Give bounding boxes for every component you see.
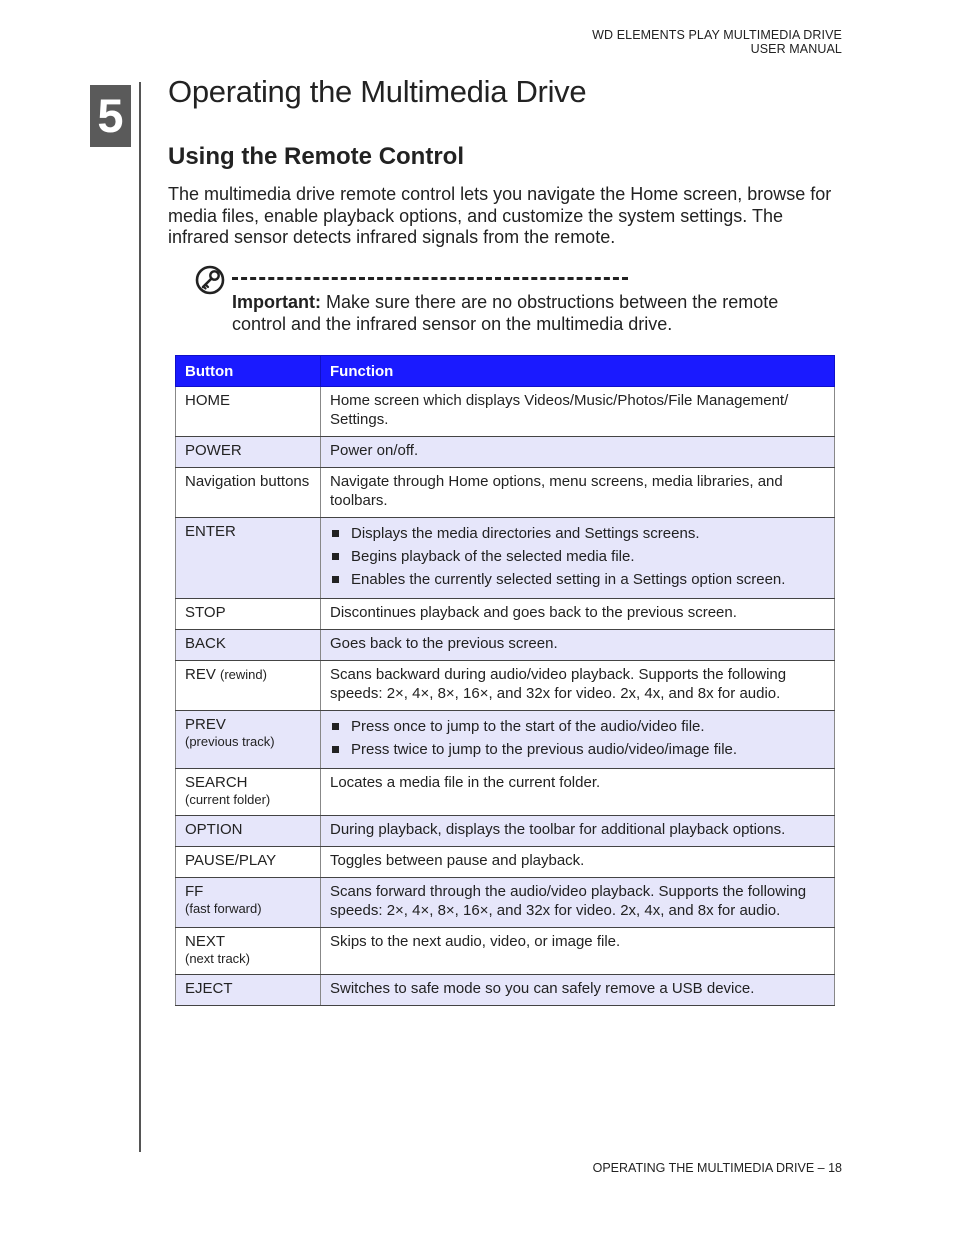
function-cell — [321, 847, 835, 878]
button-name: REV — [185, 666, 216, 683]
button-name: PREV — [185, 716, 226, 733]
button-cell — [176, 599, 321, 630]
function-bullet: Enables the currently selected setting in a Settings option screen. — [330, 568, 825, 591]
function-text: Scans backward during audio/video playback. Supports the following speeds: 2×, 4×, 8×, 16×, and 32x for video. 2x, 4x, and 8x for audio. — [330, 666, 787, 702]
intro-paragraph: The multimedia drive remote control lets you navigate the Home screen, browse for media files, enable playback options, and customize the system settings. The infrared sensor detects infrared signals from the remote. — [168, 184, 832, 247]
function-text: Locates a media file in the current folder. — [330, 774, 601, 791]
button-cell — [176, 928, 321, 975]
important-label: Important: — [232, 292, 321, 312]
table-row — [176, 878, 835, 928]
button-cell — [176, 711, 321, 769]
button-cell — [176, 468, 321, 518]
function-cell — [321, 630, 835, 661]
button-name: POWER — [185, 442, 242, 459]
button-name: HOME — [185, 392, 230, 409]
button-note: (previous track) — [185, 734, 275, 749]
chapter-title: Operating the Multimedia Drive — [168, 74, 587, 109]
button-cell — [176, 847, 321, 878]
button-cell — [176, 437, 321, 468]
function-cell — [321, 437, 835, 468]
table-row — [176, 599, 835, 630]
function-cell — [321, 518, 835, 599]
column-header-function: Function — [321, 356, 835, 387]
chapter-tab — [90, 85, 131, 147]
remote-buttons-table — [175, 355, 835, 1006]
button-name: SEARCH — [185, 774, 248, 791]
section-title: Using the Remote Control — [168, 143, 465, 170]
table-row — [176, 661, 835, 711]
button-name: OPTION — [185, 821, 243, 838]
table-row — [176, 437, 835, 468]
button-cell — [176, 518, 321, 599]
table-body — [176, 387, 835, 1006]
function-text: Scans forward through the audio/video playback. Supports the following speeds: 2×, 4×, 8×, 16×, and 32x for video. 2x, 4x, and 8x for audio. — [330, 883, 807, 919]
important-note — [232, 291, 832, 335]
function-text: Discontinues playback and goes back to the previous screen. — [330, 604, 737, 621]
button-cell — [176, 816, 321, 847]
button-name: EJECT — [185, 980, 233, 997]
function-text: Skips to the next audio, video, or image file. — [330, 933, 621, 950]
function-cell — [321, 928, 835, 975]
header-doc-type: USER MANUAL — [750, 42, 842, 56]
table-row — [176, 847, 835, 878]
function-text: Switches to safe mode so you can safely remove a USB device. — [330, 980, 755, 997]
header-product: WD ELEMENTS PLAY MULTIMEDIA DRIVE — [592, 28, 842, 42]
function-text: During playback, displays the toolbar for additional playback options. — [330, 821, 786, 838]
button-cell — [176, 878, 321, 928]
footer-section: OPERATING THE MULTIMEDIA DRIVE — [592, 1161, 815, 1175]
footer-separator: – — [814, 1161, 829, 1175]
table-row — [176, 769, 835, 816]
button-cell — [176, 769, 321, 816]
chapter-number: 5 — [97, 89, 124, 142]
function-bullet: Press twice to jump to the previous audio/video/image file. — [330, 738, 825, 761]
running-header — [592, 28, 842, 56]
column-header-button: Button — [176, 356, 321, 387]
table-row — [176, 468, 835, 518]
button-cell — [176, 975, 321, 1006]
button-note: (next track) — [185, 951, 251, 966]
important-divider — [232, 277, 628, 280]
button-name: STOP — [185, 604, 226, 621]
margin-rule — [139, 82, 141, 1152]
function-cell — [321, 975, 835, 1006]
table-row — [176, 518, 835, 599]
function-text: Goes back to the previous screen. — [330, 635, 558, 652]
table-row — [176, 816, 835, 847]
function-bullet: Begins playback of the selected media file. — [330, 545, 825, 568]
button-name: Navigation buttons — [185, 473, 310, 490]
function-cell — [321, 878, 835, 928]
function-cell — [321, 468, 835, 518]
key-icon — [195, 265, 225, 295]
table-row — [176, 711, 835, 769]
page-footer — [593, 1161, 842, 1175]
function-cell — [321, 387, 835, 437]
function-text: Toggles between pause and playback. — [330, 852, 585, 869]
function-cell — [321, 769, 835, 816]
page-number: 18 — [828, 1161, 842, 1175]
table-row — [176, 387, 835, 437]
button-cell — [176, 630, 321, 661]
function-cell — [321, 816, 835, 847]
button-cell — [176, 387, 321, 437]
function-text: Home screen which displays Videos/Music/Photos/File Management/ Settings. — [330, 392, 789, 428]
table-row — [176, 928, 835, 975]
table-header-row — [176, 356, 835, 387]
button-note: (rewind) — [220, 667, 267, 682]
button-name: ENTER — [185, 523, 236, 540]
function-text: Navigate through Home options, menu screens, media libraries, and toolbars. — [330, 473, 783, 509]
button-cell — [176, 661, 321, 711]
function-text: Power on/off. — [330, 442, 419, 459]
button-name: FF — [185, 883, 204, 900]
function-bullet-list — [330, 522, 825, 591]
function-bullet-list — [330, 715, 825, 761]
button-note: (current folder) — [185, 792, 271, 807]
button-name: PAUSE/PLAY — [185, 852, 277, 869]
function-bullet: Press once to jump to the start of the audio/video file. — [330, 715, 825, 738]
button-name: NEXT — [185, 933, 226, 950]
function-cell — [321, 661, 835, 711]
button-name: BACK — [185, 635, 226, 652]
table-row — [176, 630, 835, 661]
function-cell — [321, 599, 835, 630]
important-text: Make sure there are no obstructions between the remote control and the infrared sensor on the multimedia drive. — [232, 292, 779, 334]
table-row — [176, 975, 835, 1006]
button-note: (fast forward) — [185, 901, 262, 916]
function-cell — [321, 711, 835, 769]
function-bullet: Displays the media directories and Settings screens. — [330, 522, 825, 545]
